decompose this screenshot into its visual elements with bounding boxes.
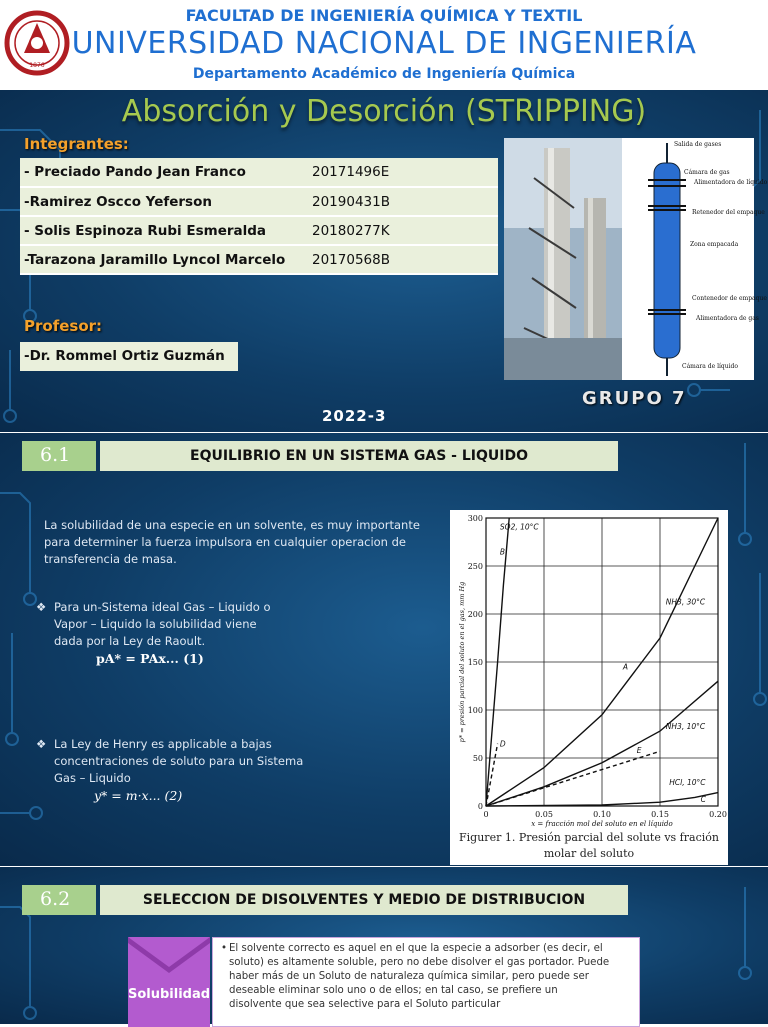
text-line: haber más de un Soluto de naturaleza química similar, pero puede ser	[229, 971, 589, 982]
cover-panel	[0, 90, 768, 432]
series-label: C	[700, 795, 706, 805]
section-heading: EQUILIBRIO EN UN SISTEMA GAS - LIQUIDO	[100, 441, 618, 471]
raoult-formula: pA* = PAx... (1)	[96, 651, 204, 666]
text-line: disolvente que sea selective para el Soluto particular	[229, 999, 501, 1010]
x-tick-label: 0.15	[651, 810, 669, 819]
members-label: Integrantes:	[24, 135, 129, 153]
section-heading: SELECCION DE DISOLVENTES Y MEDIO DE DISTRIBUCION	[100, 885, 628, 915]
text-line: Vapor – Liquido la solubilidad viene	[54, 617, 257, 631]
raoult-paragraph	[36, 599, 320, 650]
section-number: 6.2	[22, 885, 96, 915]
text-line: El solvente correcto es aquel en el que la especie a adsorber (es decir, el	[229, 943, 603, 954]
x-tick-label: 0.05	[535, 810, 553, 819]
member-code: 20190431B	[308, 187, 498, 216]
caption-line: Figurer 1. Presión parcial del solute vs fración	[459, 831, 719, 844]
y-tick-label: 200	[467, 610, 483, 619]
series-label: SO2, 10°C	[499, 522, 539, 532]
text-line: La solubilidad de una especie en un solvente, es muy importante	[44, 518, 420, 532]
section-banner-6-2	[22, 885, 632, 915]
presentation-title: Absorción y Desorción (STRIPPING)	[121, 94, 647, 129]
text-line: soluto) es altamente soluble, pero no debe disolver el gas portador. Puede	[229, 957, 610, 968]
professor-name: -Dr. Rommel Ortiz Guzmán	[20, 342, 238, 371]
section-number: 6.1	[22, 441, 96, 471]
henry-formula: y* = m·x... (2)	[94, 788, 183, 803]
x-axis-label: x = fracción mol del soluto en el líquido	[531, 820, 673, 828]
text-line: transferencia de masa.	[44, 552, 177, 566]
table-row	[20, 187, 498, 216]
diagram-label: Contenedor de empaque	[692, 295, 767, 302]
member-name: - Solis Espinoza Rubi Esmeralda	[20, 216, 308, 245]
series-label: B	[499, 547, 506, 557]
x-tick-label: 0.10	[593, 810, 611, 819]
series-label: A	[622, 662, 629, 672]
member-code: 20170568B	[308, 245, 498, 274]
x-tick-label: 0	[483, 810, 489, 819]
table-row	[20, 158, 498, 187]
diamond-bullet-icon: ❖	[36, 737, 47, 751]
table-row	[20, 216, 498, 245]
bullet-icon: •	[221, 943, 228, 954]
diagram-label: Zona empacada	[690, 241, 739, 248]
x-tick-label: 0.20	[709, 810, 727, 819]
y-tick-label: 250	[467, 562, 483, 571]
faculty-name: FACULTAD DE INGENIERÍA QUÍMICA Y TEXTIL	[185, 6, 583, 25]
diagram-label: Cámara de líquido	[682, 363, 739, 370]
chevron-down-icon	[128, 937, 210, 977]
tower-illustration	[504, 138, 768, 380]
equilibrium-panel	[0, 433, 768, 866]
text-line: deseable eliminar solo uno o de ellos; en tal caso, se prefiere un	[229, 985, 558, 996]
solubility-chart	[450, 510, 728, 865]
university-name: UNIVERSIDAD NACIONAL DE INGENIERÍA	[71, 26, 697, 61]
header	[0, 0, 768, 90]
diagram-label: Retenedor del empaque	[692, 209, 765, 216]
series-label: E	[636, 746, 642, 756]
y-tick-label: 50	[472, 754, 483, 763]
member-code: 20171496E	[308, 158, 498, 187]
text-line: concentraciones de soluto para un Sistema	[54, 754, 304, 768]
series-label: NH3, 10°C	[665, 722, 706, 732]
text-line: La Ley de Henry es applicable a bajas	[54, 737, 272, 751]
series-line	[486, 744, 498, 806]
series-label: D	[499, 739, 506, 749]
professor-label: Profesor:	[24, 317, 103, 335]
caption-line: molar del soluto	[543, 847, 635, 860]
chart-caption	[450, 830, 728, 862]
solubility-label: Solubilidad	[128, 987, 211, 1002]
diamond-bullet-icon: ❖	[36, 600, 47, 614]
henry-paragraph	[36, 736, 330, 787]
y-tick-label: 300	[467, 514, 483, 523]
intro-paragraph	[44, 517, 424, 568]
solvent-panel	[0, 867, 768, 1024]
y-axis-label: p* = presión parcial del soluto en el gas, mm Hg	[458, 581, 466, 743]
series-label: NH3, 30°C	[665, 597, 706, 607]
table-row	[20, 245, 498, 274]
solubility-tile	[128, 937, 210, 1027]
group-label: GRUPO 7	[582, 388, 687, 409]
section-banner-6-1	[22, 441, 622, 471]
member-code: 20180277K	[308, 216, 498, 245]
text-line: dada por la Ley de Raoult.	[54, 634, 206, 648]
y-tick-label: 100	[467, 706, 483, 715]
absorption-tower-figure	[504, 138, 768, 380]
text-line: Gas – Liquido	[54, 771, 131, 785]
y-tick-label: 0	[477, 802, 483, 811]
y-tick-label: 150	[467, 658, 483, 667]
member-name: -Tarazona Jaramillo Lyncol Marcelo	[20, 245, 308, 274]
diagram-label: Alimentadora de gas	[696, 315, 759, 322]
series-label: HCl, 10°C	[669, 777, 706, 787]
text-line: Para un-Sistema ideal Gas – Liquido o	[54, 600, 271, 614]
chart-svg	[450, 510, 728, 830]
member-name: -Ramirez Oscco Yeferson	[20, 187, 308, 216]
members-table	[20, 158, 498, 275]
solubility-description	[212, 937, 640, 1027]
diagram-label: Cámara de gas	[684, 169, 730, 176]
department-name: Departamento Académico de Ingeniería Química	[192, 66, 576, 82]
logo-year: 1876	[29, 62, 45, 69]
member-name: - Preciado Pando Jean Franco	[20, 158, 308, 187]
text-line: para determiner la fuerza impulsora en cualquier operacion de	[44, 535, 406, 549]
diagram-label: Salida de gases	[674, 141, 722, 148]
period-label: 2022-3	[322, 407, 387, 425]
diagram-label: Alimentadora de líquido	[694, 179, 768, 186]
